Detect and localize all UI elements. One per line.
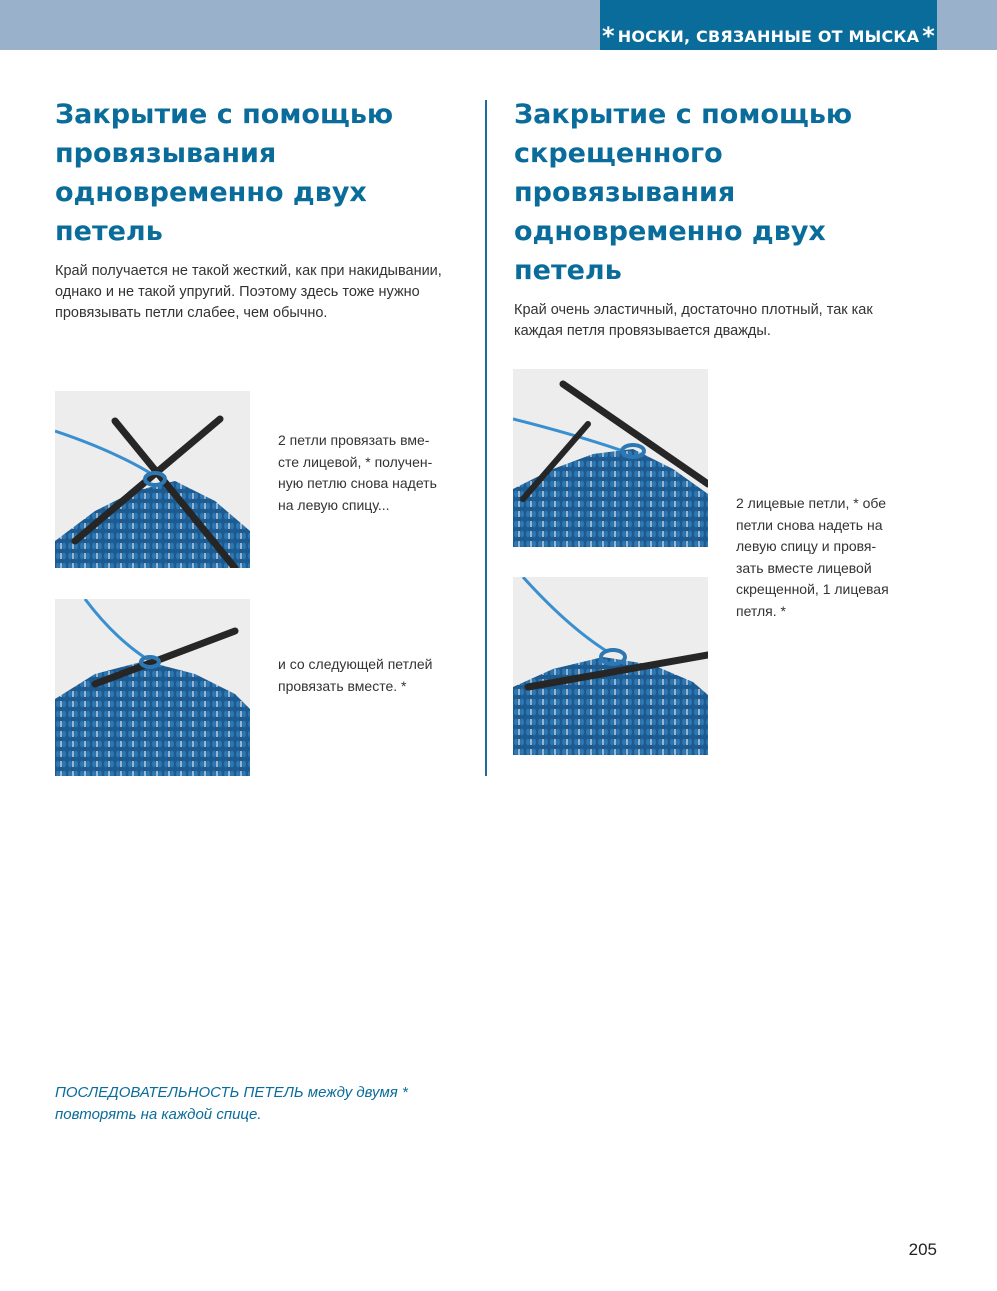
- caption-step-1: [278, 430, 437, 516]
- section-tab: [600, 0, 937, 50]
- caption-line: 2 петли провязать вме-: [278, 432, 430, 448]
- photo-step-4: [513, 577, 708, 755]
- left-title-line: провязывания: [55, 138, 277, 169]
- caption-line: сте лицевой, * получен-: [278, 453, 433, 470]
- caption-line: петля. *: [736, 602, 786, 619]
- left-title: [55, 95, 475, 251]
- left-title-line: одновременно двух: [55, 177, 367, 208]
- asterisk-icon: *: [601, 22, 615, 50]
- page-number: 205: [908, 1240, 937, 1259]
- caption-step-2: [278, 654, 433, 697]
- right-lead-line: Край очень эластичный, достаточно плотный, так как: [514, 302, 873, 318]
- caption-line: ную петлю снова надеть: [278, 475, 437, 491]
- footnote-line: повторять на каждой спице.: [55, 1106, 262, 1123]
- right-title: [514, 95, 934, 290]
- right-column: [514, 95, 934, 342]
- caption-line: скрещенной, 1 лицевая: [736, 581, 889, 597]
- right-lead-line: каждая петля провязывается дважды.: [514, 323, 771, 339]
- photo-step-1: [55, 391, 250, 568]
- right-lead: [514, 300, 934, 342]
- right-title-line: провязывания: [514, 177, 736, 208]
- left-column: [55, 95, 475, 324]
- left-lead-line: Край получается не такой жесткий, как при накидывании,: [55, 263, 442, 279]
- caption-line: петли снова надеть на: [736, 516, 883, 533]
- footnote: [55, 1082, 408, 1126]
- right-title-line: одновременно двух: [514, 216, 826, 247]
- caption-line: левую спицу и провя-: [736, 538, 877, 554]
- section-title: НОСКИ, СВЯЗАННЫЕ ОТ МЫСКА: [617, 27, 920, 46]
- left-lead-line: однако и не такой упругий. Поэтому здесь тоже нужно: [55, 284, 420, 300]
- photo-step-2: [55, 599, 250, 776]
- left-lead-line: провязывать петли слабее, чем обычно.: [55, 305, 328, 321]
- right-title-line: скрещенного: [514, 138, 723, 169]
- caption-line: на левую спицу...: [278, 496, 390, 513]
- right-title-line: Закрытие с помощью: [514, 99, 853, 130]
- left-title-line: петель: [55, 216, 163, 247]
- right-title-line: петель: [514, 255, 622, 286]
- left-title-line: Закрытие с помощью: [55, 99, 394, 130]
- photo-step-3: [513, 369, 708, 547]
- caption-line: провязать вместе. *: [278, 677, 407, 694]
- caption-step-right: [736, 493, 889, 622]
- left-lead: [55, 261, 475, 324]
- caption-line: зать вместе лицевой: [736, 559, 872, 576]
- caption-line: 2 лицевые петли, * обе: [736, 495, 887, 511]
- caption-line: и со следующей петлей: [278, 656, 433, 672]
- asterisk-icon: *: [922, 22, 936, 50]
- column-divider: [485, 100, 487, 776]
- footnote-line: ПОСЛЕДОВАТЕЛЬНОСТЬ ПЕТЕЛЬ между двумя *: [55, 1084, 408, 1101]
